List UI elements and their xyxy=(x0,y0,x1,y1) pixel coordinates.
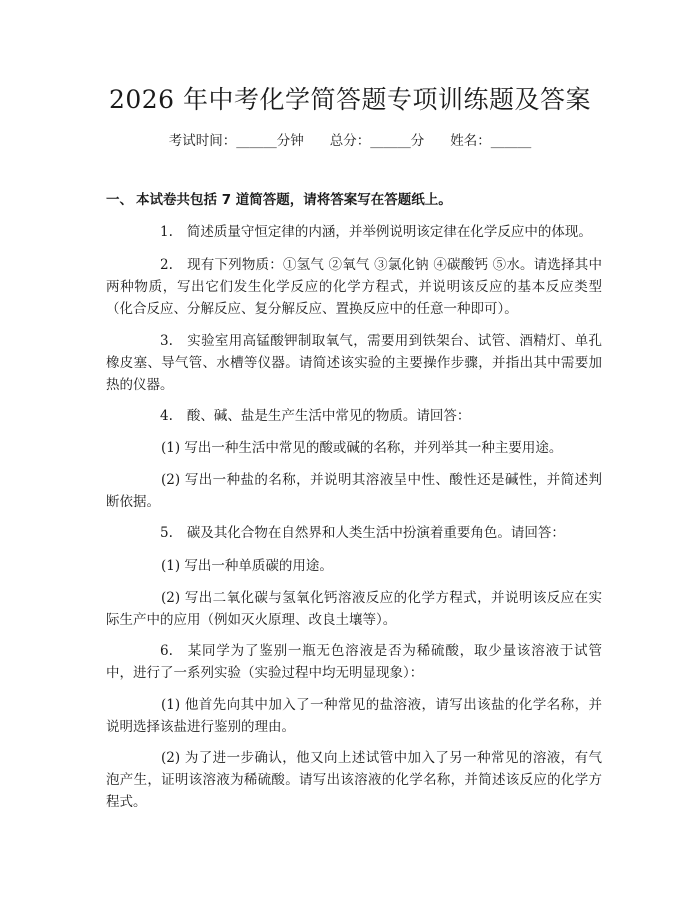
question-number: 4. xyxy=(160,408,173,424)
question-text: 实验室用高锰酸钾制取氧气，需要用到铁架台、试管、酒精灯、单孔橡皮塞、导气管、水槽等仪器。请简述该实验的主要操作步骤，并指出其中需要加热的仪器。 xyxy=(106,333,602,393)
page-title: 2026 年中考化学简答题专项训练题及答案 xyxy=(108,85,592,114)
question-5 xyxy=(106,522,602,544)
question-4-part-2: (2) 写出一种盐的名称，并说明其溶液呈中性、酸性还是碱性，并简述判断依据。 xyxy=(106,472,602,510)
exam-time-field: 考试时间：______分钟 xyxy=(168,133,304,149)
question-number: 5. xyxy=(160,525,173,541)
question-4 xyxy=(106,405,602,427)
question-6-part-2: (2) 为了进一步确认，他又向上述试管中加入了另一种常见的溶液，有气泡产生，证明该溶液为稀硫酸。请写出该溶液的化学名称，并简述该反应的化学方程式。 xyxy=(106,750,602,810)
question-number: 3. xyxy=(160,333,173,349)
question-6 xyxy=(106,640,602,684)
total-score-field: 总分：______分 xyxy=(329,133,425,149)
question-2 xyxy=(106,254,602,320)
section-heading xyxy=(106,190,606,210)
exam-info xyxy=(0,131,700,151)
question-text: 酸、碱、盐是生产生活中常见的物质。请回答： xyxy=(186,408,471,424)
question-text: 现有下列物质：①氢气 ②氧气 ③氯化钠 ④碳酸钙 ⑤水。请选择其中两种物质，写出它们发生化学反应的化学方程式，并说明该反应的基本反应类型（化合反应、分解反应、复分解反应、置换反应中的任意一种即可）。 xyxy=(106,257,602,317)
question-text: 某同学为了鉴别一瓶无色溶液是否为稀硫酸，取少量该溶液于试管中，进行了一系列实验（实验过程中均无明显现象）： xyxy=(106,643,602,681)
section-number: 一、 xyxy=(106,192,133,208)
question-6-part-1: (1) 他首先向其中加入了一种常见的盐溶液，请写出该盐的化学名称，并说明选择该盐进行鉴别的理由。 xyxy=(106,697,602,735)
question-number: 6. xyxy=(160,643,173,659)
question-number: 2. xyxy=(160,257,173,273)
question-5-part-1: (1) 写出一种单质碳的用途。 xyxy=(161,558,333,574)
question-text: 简述质量守恒定律的内涵，并举例说明该定律在化学反应中的体现。 xyxy=(186,224,592,240)
question-number: 1. xyxy=(160,224,173,240)
question-1 xyxy=(106,221,602,243)
question-text: 碳及其化合物在自然界和人类生活中扮演着重要角色。请回答： xyxy=(186,525,565,541)
question-5-part-2: (2) 写出二氧化碳与氢氧化钙溶液反应的化学方程式，并说明该反应在实际生产中的应用（例如灭火原理、改良土壤等）。 xyxy=(106,590,602,628)
question-4-part-1: (1) 写出一种生活中常见的酸或碱的名称，并列举其一种主要用途。 xyxy=(161,440,563,456)
question-3 xyxy=(106,330,602,396)
section-instructions: 本试卷共包括 7 道简答题，请将答案写在答题纸上。 xyxy=(136,192,452,208)
student-name-field: 姓名：______ xyxy=(450,133,532,149)
